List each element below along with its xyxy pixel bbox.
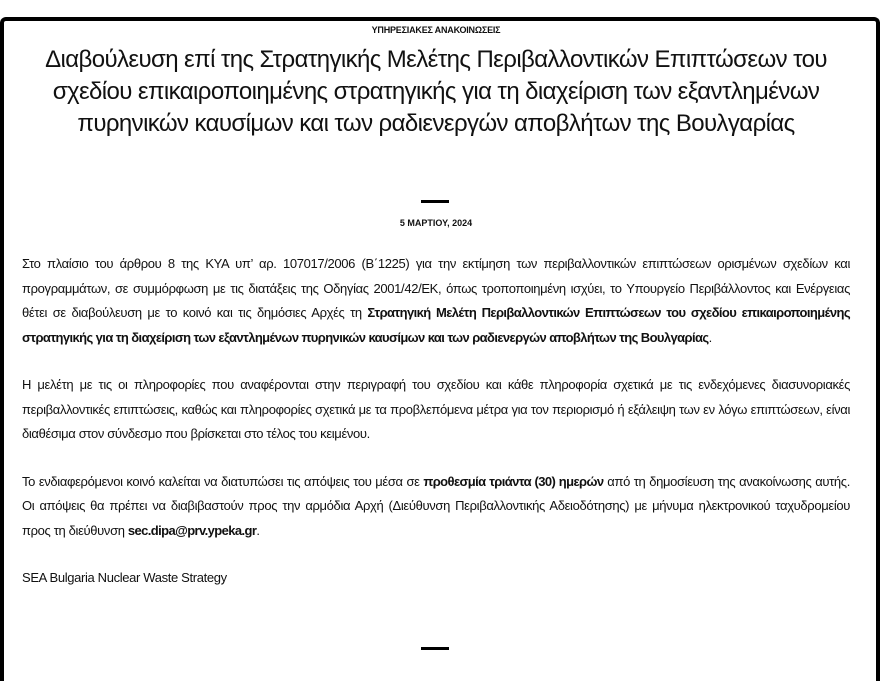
article-body xyxy=(22,252,850,614)
paragraph-text: από τη δημοσίευση της ανακοίνωσης αυτής. Οι απόψεις θα πρέπει να διαβιβαστούν προς την αρμόδια Αρχή (Διεύθυνση Περιβαλλοντικής Αδειοδότησης) με μήνυμα ηλεκτρονικού ταχυδρομείου προς τη διεύθυνση xyxy=(22,473,850,538)
paragraph-4 xyxy=(22,566,850,591)
paragraph-text: Το ενδιαφερόμενοι κοινό καλείται να διατυπώσει τις απόψεις του μέσα σε xyxy=(22,473,424,489)
publish-date: 5 ΜΑΡΤΙΟΥ, 2024 xyxy=(399,218,473,228)
paragraph-1 xyxy=(22,252,850,350)
deadline-bold: προθεσμία τριάντα (30) ημερών xyxy=(423,473,604,489)
paragraph-end: . xyxy=(708,329,712,345)
paragraph-end: . xyxy=(256,522,260,538)
paragraph-3 xyxy=(22,470,850,544)
paragraph-2: Η μελέτη με τις οι πληροφορίες που αναφέρονται στην περιγραφή του σχεδίου και κάθε πληροφορία σχετικά με τις ενδεχόμενες διασυνοριακές περιβαλλοντικές επιπτώσεις, καθώς και πληροφορίες σχετικά με τα προβλεπόμενα μέτρα για τον περιορισμό ή εξάλειψη των εν λόγω επιπτώσεων, είναι διαθέσιμα στον σύνδεσμο που βρίσκεται στο τέλος του κειμένου. xyxy=(22,377,850,441)
document-link[interactable]: SEA Bulgaria Nuclear Waste Strategy xyxy=(22,570,227,585)
footer-divider xyxy=(421,647,449,650)
category-label[interactable]: ΥΠΗΡΕΣΙΑΚΕΣ ΑΝΑΚΟΙΝΩΣΕΙΣ xyxy=(371,25,501,35)
title-divider xyxy=(421,200,449,203)
page-title: Διαβούλευση επί της Στρατηγικής Μελέτης Περιβαλλοντικών Επιπτώσεων του σχεδίου επικαιροποιημένης στρατηγικής για τη διαχείριση των εξαντλημένων πυρηνικών καυσίμων και των ραδιενεργών αποβλήτων της Βουλγαρίας xyxy=(45,46,827,137)
email-link[interactable]: sec.dipa@prv.ypeka.gr xyxy=(127,522,257,538)
paragraph-text: Στο πλαίσιο του άρθρου 8 της ΚΥΑ υπ’ αρ. 107017/2006 (Β΄1225) για την εκτίμηση των περιβαλλοντικών επιπτώσεων ορισμένων σχεδίων και προγραμμάτων, σε συμμόρφωση με τις διατάξεις της Οδηγίας 2001/42/ΕΚ, όπως τροποποιημένη ισχύει, το Υπουργείο Περιβάλλοντος και Ενέργειας θέτει σε διαβούλευση με το κοινό και τις δημόσιες Αρχές τη xyxy=(22,256,850,320)
study-title-bold: Στρατηγική Μελέτη Περιβαλλοντικών Επιπτώσεων του σχεδίου επικαιροποιημένης στρατηγικής για τη διαχείριση των εξαντλημένων πυρηνικών καυσίμων και των ραδιενεργών αποβλήτων της Βουλγαρίας xyxy=(22,305,850,345)
